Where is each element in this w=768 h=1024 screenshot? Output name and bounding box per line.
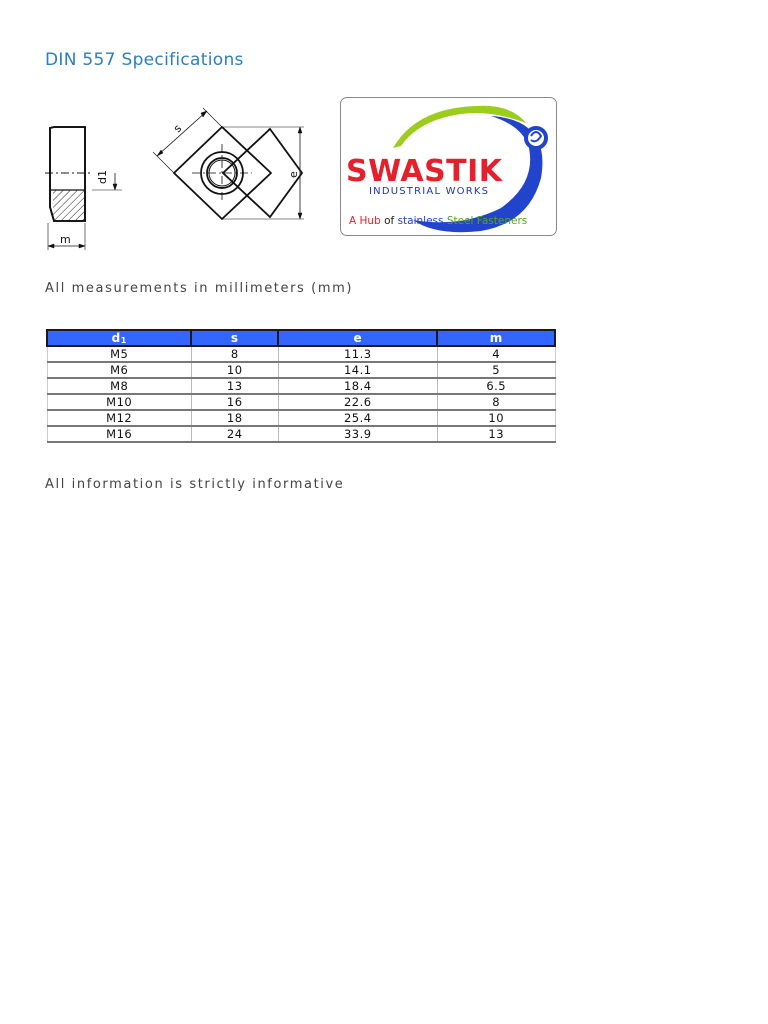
cell-m: 13 (437, 426, 555, 442)
cell-s: 24 (191, 426, 278, 442)
cell-m: 10 (437, 410, 555, 426)
cell-e: 14.1 (278, 362, 437, 378)
cell-d1: M10 (47, 394, 191, 410)
dim-d1-label: d1 (96, 170, 109, 184)
square-nut-drawing (40, 100, 320, 255)
logo-tagline-steel: Steel Fasteners (446, 215, 528, 227)
dim-s-label: s (170, 121, 185, 136)
logo-graphic (341, 98, 556, 235)
cell-d1: M8 (47, 378, 191, 394)
logo-tagline-stainless: stainless (397, 215, 444, 227)
cell-d1: M5 (47, 346, 191, 362)
header-d1: $d_1$ (47, 330, 191, 346)
cell-d1: M16 (47, 426, 191, 442)
dim-e-label: e (287, 171, 300, 178)
cell-d1: M6 (47, 362, 191, 378)
svg-text:A Hub of stainle (349, 215, 527, 227)
cell-d1: M12 (47, 410, 191, 426)
cell-s: 10 (191, 362, 278, 378)
dim-m-label: m (60, 233, 71, 246)
company-logo (340, 97, 557, 236)
cell-e: 22.6 (278, 394, 437, 410)
page-title: DIN 557 Specifications (45, 50, 244, 70)
table-row (47, 410, 555, 426)
header-m: m (437, 330, 555, 346)
spec-table (46, 329, 556, 443)
cell-s: 16 (191, 394, 278, 410)
cell-e: 11.3 (278, 346, 437, 362)
cell-m: 5 (437, 362, 555, 378)
cell-e: 33.9 (278, 426, 437, 442)
logo-sub-text: INDUSTRIAL WORKS (369, 186, 490, 197)
table-row (47, 426, 555, 442)
table-row (47, 394, 555, 410)
header-s: s (191, 330, 278, 346)
cell-m: 4 (437, 346, 555, 362)
header-e: e (278, 330, 437, 346)
cell-s: 18 (191, 410, 278, 426)
cell-m: 8 (437, 394, 555, 410)
table-row (47, 362, 555, 378)
table-row (47, 346, 555, 362)
logo-tagline-hub: A Hub (349, 215, 381, 227)
cell-s: 8 (191, 346, 278, 362)
logo-brand-text: SWASTIK (346, 154, 503, 189)
table-header-row (47, 330, 555, 346)
table-row (47, 378, 555, 394)
disclaimer-note: All information is strictly informative (45, 477, 345, 492)
cell-s: 13 (191, 378, 278, 394)
side-view (45, 127, 122, 250)
logo-tagline-of: of (384, 215, 398, 227)
cell-m: 6.5 (437, 378, 555, 394)
units-note: All measurements in millimeters (mm) (45, 281, 354, 296)
cell-e: 25.4 (278, 410, 437, 426)
cell-e: 18.4 (278, 378, 437, 394)
